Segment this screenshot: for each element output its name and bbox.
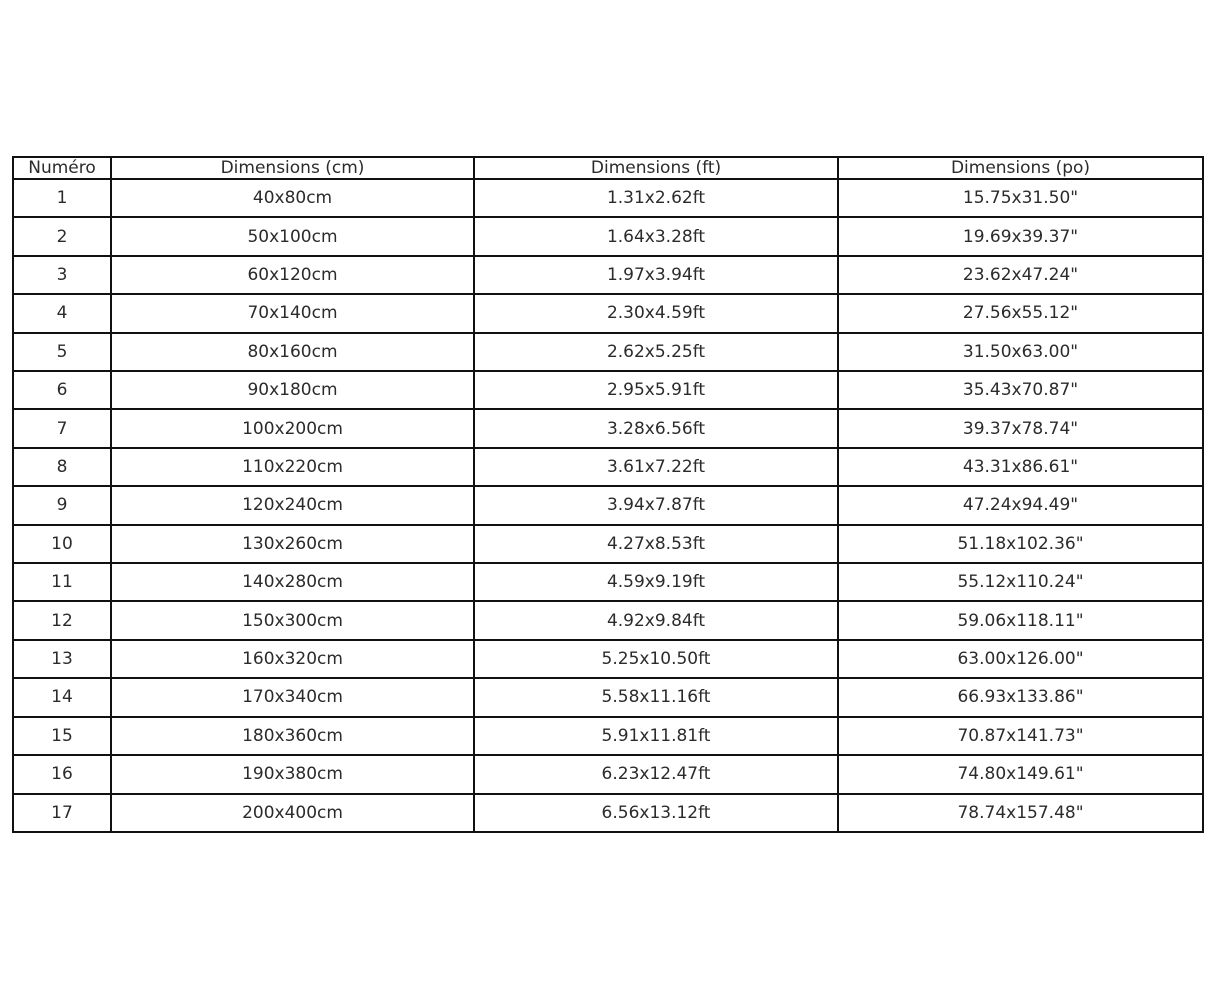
table-cell-numero: 5 — [13, 333, 111, 371]
table-row — [13, 678, 1203, 716]
table-cell-numero: 2 — [13, 217, 111, 255]
table-cell-cm: 200x400cm — [111, 794, 474, 833]
table-cell-numero: 1 — [13, 179, 111, 217]
table-body — [13, 179, 1203, 832]
table-cell-po: 35.43x70.87" — [838, 371, 1203, 409]
table-cell-cm: 100x200cm — [111, 409, 474, 447]
table-row — [13, 179, 1203, 217]
table-cell-numero: 16 — [13, 755, 111, 793]
column-header-po: Dimensions (po) — [838, 157, 1203, 179]
table-cell-po: 23.62x47.24" — [838, 256, 1203, 294]
table-cell-ft: 3.28x6.56ft — [474, 409, 838, 447]
table-cell-cm: 50x100cm — [111, 217, 474, 255]
table-cell-po: 39.37x78.74" — [838, 409, 1203, 447]
table-cell-ft: 6.23x12.47ft — [474, 755, 838, 793]
table-cell-ft: 4.59x9.19ft — [474, 563, 838, 601]
table-cell-numero: 8 — [13, 448, 111, 486]
table-cell-numero: 11 — [13, 563, 111, 601]
table-cell-po: 47.24x94.49" — [838, 486, 1203, 524]
table-cell-po: 78.74x157.48" — [838, 794, 1203, 833]
table-row — [13, 601, 1203, 639]
table-row — [13, 409, 1203, 447]
table-row — [13, 794, 1203, 833]
table-cell-ft: 6.56x13.12ft — [474, 794, 838, 833]
dimensions-table — [12, 156, 1204, 833]
table-cell-po: 15.75x31.50" — [838, 179, 1203, 217]
header-row — [13, 157, 1203, 179]
table-cell-ft: 2.95x5.91ft — [474, 371, 838, 409]
table-cell-ft: 4.27x8.53ft — [474, 525, 838, 563]
column-header-ft: Dimensions (ft) — [474, 157, 838, 179]
table-cell-cm: 90x180cm — [111, 371, 474, 409]
table-cell-ft: 3.94x7.87ft — [474, 486, 838, 524]
table-cell-numero: 3 — [13, 256, 111, 294]
table-cell-ft: 1.31x2.62ft — [474, 179, 838, 217]
table-row — [13, 448, 1203, 486]
table-cell-numero: 15 — [13, 717, 111, 755]
table-cell-po: 66.93x133.86" — [838, 678, 1203, 716]
table-cell-ft: 1.64x3.28ft — [474, 217, 838, 255]
table-row — [13, 256, 1203, 294]
table-cell-ft: 1.97x3.94ft — [474, 256, 838, 294]
column-header-cm: Dimensions (cm) — [111, 157, 474, 179]
table-row — [13, 333, 1203, 371]
table-cell-numero: 17 — [13, 794, 111, 833]
table-row — [13, 717, 1203, 755]
table-cell-ft: 2.62x5.25ft — [474, 333, 838, 371]
table-cell-ft: 5.25x10.50ft — [474, 640, 838, 678]
table-cell-cm: 60x120cm — [111, 256, 474, 294]
table-cell-numero: 10 — [13, 525, 111, 563]
table-cell-cm: 190x380cm — [111, 755, 474, 793]
table-cell-cm: 130x260cm — [111, 525, 474, 563]
table-row — [13, 486, 1203, 524]
table-row — [13, 755, 1203, 793]
table-cell-cm: 150x300cm — [111, 601, 474, 639]
table-cell-ft: 5.58x11.16ft — [474, 678, 838, 716]
table-cell-cm: 170x340cm — [111, 678, 474, 716]
table-cell-numero: 13 — [13, 640, 111, 678]
table-header — [13, 157, 1203, 179]
table-cell-po: 74.80x149.61" — [838, 755, 1203, 793]
table-cell-cm: 160x320cm — [111, 640, 474, 678]
table-cell-numero: 9 — [13, 486, 111, 524]
table-row — [13, 525, 1203, 563]
table-cell-numero: 4 — [13, 294, 111, 332]
table-cell-po: 27.56x55.12" — [838, 294, 1203, 332]
table-cell-cm: 140x280cm — [111, 563, 474, 601]
table-row — [13, 294, 1203, 332]
table-cell-cm: 180x360cm — [111, 717, 474, 755]
table-cell-cm: 40x80cm — [111, 179, 474, 217]
table-cell-ft: 5.91x11.81ft — [474, 717, 838, 755]
table-cell-numero: 6 — [13, 371, 111, 409]
table-cell-po: 19.69x39.37" — [838, 217, 1203, 255]
dimensions-table-container — [12, 156, 1202, 833]
column-header-numero: Numéro — [13, 157, 111, 179]
table-cell-po: 43.31x86.61" — [838, 448, 1203, 486]
table-cell-po: 55.12x110.24" — [838, 563, 1203, 601]
table-cell-numero: 12 — [13, 601, 111, 639]
table-cell-ft: 3.61x7.22ft — [474, 448, 838, 486]
table-row — [13, 217, 1203, 255]
table-cell-po: 31.50x63.00" — [838, 333, 1203, 371]
table-cell-po: 51.18x102.36" — [838, 525, 1203, 563]
table-cell-cm: 110x220cm — [111, 448, 474, 486]
table-cell-cm: 120x240cm — [111, 486, 474, 524]
table-cell-ft: 4.92x9.84ft — [474, 601, 838, 639]
table-cell-po: 63.00x126.00" — [838, 640, 1203, 678]
table-row — [13, 563, 1203, 601]
table-cell-ft: 2.30x4.59ft — [474, 294, 838, 332]
table-cell-cm: 80x160cm — [111, 333, 474, 371]
table-row — [13, 371, 1203, 409]
table-cell-cm: 70x140cm — [111, 294, 474, 332]
table-cell-numero: 7 — [13, 409, 111, 447]
table-cell-po: 70.87x141.73" — [838, 717, 1203, 755]
table-cell-po: 59.06x118.11" — [838, 601, 1203, 639]
table-cell-numero: 14 — [13, 678, 111, 716]
table-row — [13, 640, 1203, 678]
